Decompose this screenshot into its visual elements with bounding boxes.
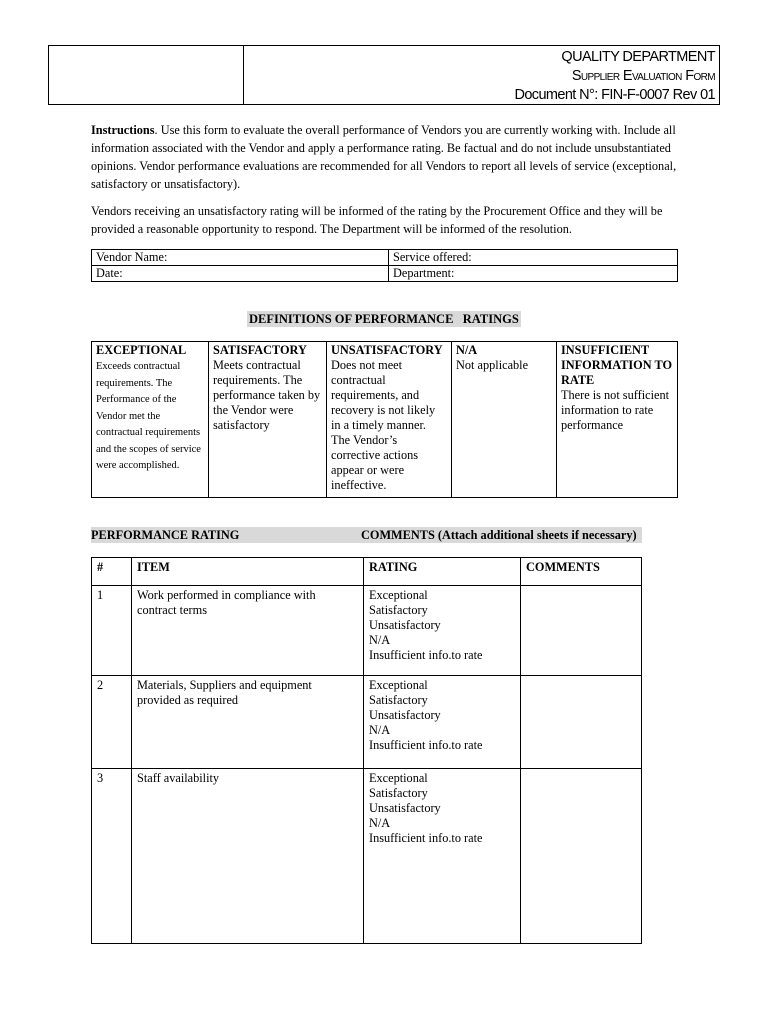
rating-option[interactable]: Satisfactory	[369, 786, 428, 800]
performance-rating-label: PERFORMANCE RATING	[91, 528, 240, 542]
rating-option[interactable]: Unsatisfactory	[369, 708, 441, 722]
row-number: 1	[92, 586, 132, 676]
row-rating-options[interactable]	[364, 586, 521, 676]
date-field[interactable]: Date:	[92, 266, 389, 282]
rating-option[interactable]: Unsatisfactory	[369, 801, 441, 815]
rating-option[interactable]: Unsatisfactory	[369, 618, 441, 632]
row-item: Staff availability	[132, 769, 364, 944]
definition-heading: INSUFFICIENT INFORMATION TO RATE	[561, 343, 673, 387]
definition-text: Meets contractual requirements. The performance taken by the Vendor were satisfactory	[213, 358, 321, 432]
document-number: Document N°: FIN-F-0007 Rev 01	[514, 87, 715, 103]
row-item: Work performed in compliance with contract terms	[132, 586, 364, 676]
comments-note-label: COMMENTS (Attach additional sheets if necessary)	[361, 528, 637, 542]
column-header-comments: COMMENTS	[521, 558, 642, 586]
row-comments-cell[interactable]	[521, 676, 642, 769]
definition-na	[452, 342, 557, 498]
instructions-text: . Use this form to evaluate the overall performance of Vendors you are currently working with. Include all information associated with the Vendor and apply a performance rating. Be factual and do not include unsubstantiated opinions. Vendor performance evaluations are recommended for all Vendors to report all levels of service (exceptional, satisfactory or unsatisfactory).	[91, 123, 677, 191]
definition-text: There is not sufficient information to rate performance	[561, 388, 670, 432]
form-title: Supplier Evaluation Form	[571, 68, 715, 84]
instructions-lead: Instructions	[91, 123, 155, 137]
rating-option[interactable]: N/A	[369, 633, 391, 647]
table-row	[92, 586, 642, 676]
definition-heading: EXCEPTIONAL	[96, 343, 187, 357]
definition-insufficient	[557, 342, 678, 498]
rating-option[interactable]: Insufficient info.to rate	[369, 648, 483, 662]
row-number: 2	[92, 676, 132, 769]
definition-heading: UNSATISFACTORY	[331, 343, 443, 357]
rating-option[interactable]: Satisfactory	[369, 693, 428, 707]
definitions-table	[91, 341, 678, 498]
instructions-paragraph	[91, 121, 681, 193]
definition-exceptional	[92, 342, 209, 498]
rating-option[interactable]: Exceptional	[369, 588, 428, 602]
table-row	[92, 769, 642, 944]
logo-area	[49, 46, 244, 104]
rating-option[interactable]: Exceptional	[369, 771, 428, 785]
column-header-rating: RATING	[364, 558, 521, 586]
definition-heading: SATISFACTORY	[213, 343, 307, 357]
header-titles	[244, 46, 719, 104]
definition-text: Exceeds contractual requirements. The Performance of the Vendor met the contractual requirements and the scopes of service were accomplished.	[96, 361, 201, 471]
department-field[interactable]: Department:	[389, 266, 678, 282]
definition-satisfactory	[209, 342, 327, 498]
column-header-number: #	[92, 558, 132, 586]
rating-option[interactable]: Insufficient info.to rate	[369, 738, 483, 752]
document-header	[48, 45, 720, 105]
definition-text: Does not meet contractual requirements, and recovery is not likely in a timely manner. The Vendor’s corrective actions appear or were ineffective.	[331, 358, 436, 492]
rating-option[interactable]: Exceptional	[369, 678, 428, 692]
department-title: QUALITY DEPARTMENT	[561, 49, 715, 65]
performance-rating-bar	[91, 527, 642, 543]
row-comments-cell[interactable]	[521, 769, 642, 944]
definition-text: Not applicable	[456, 358, 529, 372]
row-number: 3	[92, 769, 132, 944]
unsatisfactory-notice: Vendors receiving an unsatisfactory rating will be informed of the rating by the Procurement Office and they will be provided a reasonable opportunity to respond. The Department will be informed of the resolution.	[91, 204, 663, 236]
definition-unsatisfactory	[327, 342, 452, 498]
row-item: Materials, Suppliers and equipment provided as required	[132, 676, 364, 769]
rating-option[interactable]: Insufficient info.to rate	[369, 831, 483, 845]
row-rating-options[interactable]	[364, 676, 521, 769]
service-offered-field[interactable]: Service offered:	[389, 250, 678, 266]
row-comments-cell[interactable]	[521, 586, 642, 676]
column-header-item: ITEM	[132, 558, 364, 586]
table-row	[92, 676, 642, 769]
vendor-info-table	[91, 249, 678, 282]
row-rating-options[interactable]	[364, 769, 521, 944]
rating-option[interactable]: N/A	[369, 723, 391, 737]
rating-option[interactable]: Satisfactory	[369, 603, 428, 617]
definitions-title: DEFINITIONS OF PERFORMANCE RATINGS	[249, 312, 519, 326]
performance-table	[91, 557, 642, 944]
vendor-name-field[interactable]: Vendor Name:	[92, 250, 389, 266]
rating-option[interactable]: N/A	[369, 816, 391, 830]
definition-heading: N/A	[456, 343, 478, 357]
